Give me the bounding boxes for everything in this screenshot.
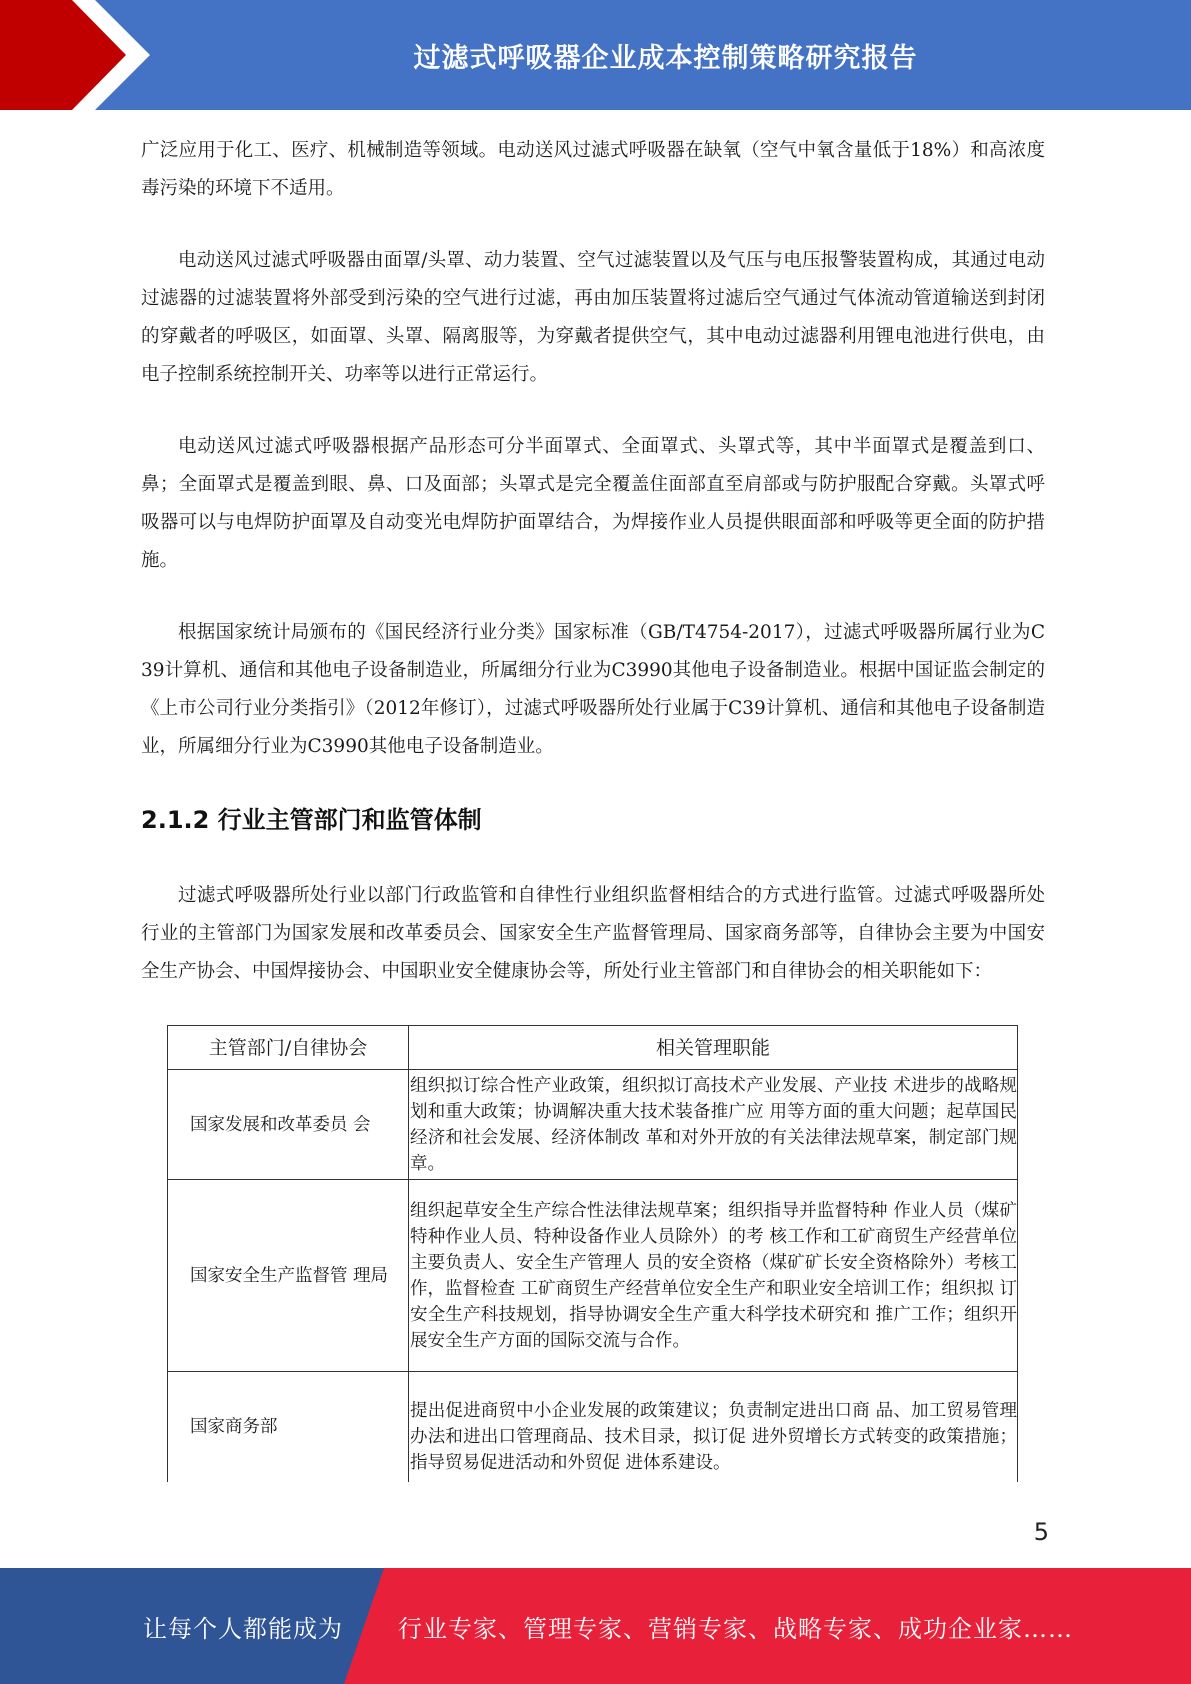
section-heading: 2.1.2 行业主管部门和监管体制 [141, 806, 482, 834]
duty-cell: 组织拟订综合性产业政策，组织拟订高技术产业发展、产业技 术进步的战略规划和重大政策；协调解决重大技术装备推广应 用等方面的重大问题；起草国民经济和社会发展、经济体制改 革和对外开放的有关法律法规草案，制定部门规章。 [409, 1070, 1018, 1180]
column-header-dept: 主管部门/自律协会 [168, 1026, 409, 1070]
page-number: 5 [1033, 1518, 1049, 1546]
table-row [168, 1070, 1018, 1180]
duty-cell: 组织起草安全生产综合性法律法规草案；组织指导并监督特种 作业人员（煤矿特种作业人员、特种设备作业人员除外）的考 核工作和工矿商贸生产经营单位主要负责人、安全生产管理人 员的安全资格（煤矿矿长安全资格除外）考核工作，监督检查 工矿商贸生产经营单位安全生产和职业安全培训工作；组织拟 订安全生产科技规划，指导协调安全生产重大科学技术研究和 推广工作；组织开展安全生产方面的国际交流与合作。 [409, 1180, 1018, 1372]
dept-cell: 国家商务部 [168, 1372, 409, 1482]
footer-slogan-left: 让每个人都能成为 [143, 1614, 343, 1643]
page-header [0, 0, 1191, 110]
paragraph-composition: 电动送风过滤式呼吸器由面罩/头罩、动力装置、空气过滤装置以及气压与电压报警装置构成，其通过电动过滤器的过滤装置将外部受到污染的空气进行过滤，再由加压装置将过滤后空气通过气体流动管道输送到封闭的穿戴者的呼吸区，如面罩、头罩、隔离服等，为穿戴者提供空气，其中电动过滤器利用锂电池进行供电，由电子控制系统控制开关、功率等以进行正常运行。 [141, 250, 1045, 385]
table-row [168, 1180, 1018, 1372]
section-intro: 过滤式呼吸器所处行业以部门行政监管和自律性行业组织监督相结合的方式进行监管。过滤式呼吸器所处行业的主管部门为国家发展和改革委员会、国家安全生产监督管理局、国家商务部等，自律协会主要为中国安全生产协会、中国焊接协会、中国职业安全健康协会等，所处行业主管部门和自律协会的相关职能如下： [141, 885, 1045, 982]
header-arrow-decoration [0, 0, 160, 110]
paragraph-industry-classification: 根据国家统计局颁布的《国民经济行业分类》国家标准（GB/T4754-2017），过滤式呼吸器所属行业为C39计算机、通信和其他电子设备制造业，所属细分行业为C3990其他电子设备制造业。根据中国证监会制定的《上市公司行业分类指引》（2012年修订），过滤式呼吸器所处行业属于C39计算机、通信和其他电子设备制造业，所属细分行业为C3990其他电子设备制造业。 [141, 622, 1045, 757]
duty-cell: 提出促进商贸中小企业发展的政策建议；负责制定进出口商 品、加工贸易管理办法和进出口管理商品、技术目录，拟订促 进外贸增长方式转变的政策措施；指导贸易促进活动和外贸促 进体系建设。 [409, 1372, 1018, 1482]
regulatory-duties-table [167, 1025, 1018, 1482]
paragraph-product-forms: 电动送风过滤式呼吸器根据产品形态可分半面罩式、全面罩式、头罩式等，其中半面罩式是覆盖到口、鼻；全面罩式是覆盖到眼、鼻、口及面部；头罩式是完全覆盖住面部直至肩部或与防护服配合穿戴。头罩式呼吸器可以与电焊防护面罩及自动变光电焊防护面罩结合，为焊接作业人员提供眼面部和呼吸等更全面的防护措施。 [141, 436, 1045, 571]
table-header-row [168, 1026, 1018, 1070]
paragraph-continued: 广泛应用于化工、医疗、机械制造等领域。电动送风过滤式呼吸器在缺氧（空气中氧含量低于18%）和高浓度毒污染的环境下不适用。 [141, 140, 1045, 199]
column-header-duties: 相关管理职能 [409, 1026, 1018, 1070]
footer-slogan-right: 行业专家、管理专家、营销专家、战略专家、成功企业家…… [398, 1614, 1073, 1643]
report-title: 过滤式呼吸器企业成本控制策略研究报告 [413, 42, 918, 74]
dept-cell: 国家安全生产监督管 理局 [168, 1180, 409, 1372]
page-footer [0, 1568, 1191, 1684]
dept-cell: 国家发展和改革委员 会 [168, 1070, 409, 1180]
table-row [168, 1372, 1018, 1482]
page-content [141, 132, 1045, 1482]
